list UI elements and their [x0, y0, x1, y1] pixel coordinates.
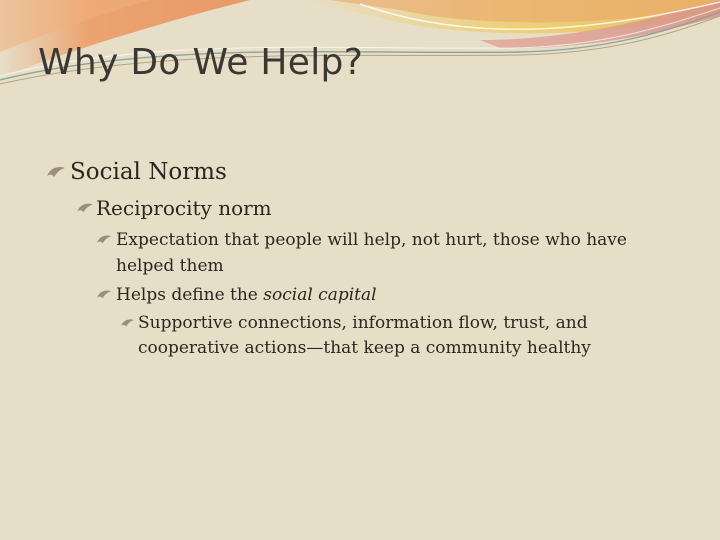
leaf-bullet-icon [120, 318, 135, 328]
bullet-text: Social Norms [70, 159, 227, 185]
slide-title: Why Do We Help? [38, 42, 364, 83]
leaf-bullet-icon [76, 202, 94, 214]
leaf-bullet-icon [96, 289, 112, 300]
bullet-expectation [96, 227, 666, 279]
leaf-bullet-icon [96, 234, 112, 245]
bullet-text: Reciprocity norm [96, 196, 272, 220]
social-capital-term: social capital [263, 285, 377, 305]
bullet-supportive [120, 311, 640, 361]
bullet-text: Supportive connections, information flow, trust, and cooperative actions—that keep a community healthy [138, 313, 591, 358]
bullet-text: Expectation that people will help, not hurt, those who have helped them [116, 230, 627, 276]
leaf-bullet-icon [46, 165, 66, 179]
bullet-text: Helps define the [116, 285, 264, 305]
bullet-reciprocity-norm [76, 195, 272, 221]
bullet-social-norms [46, 157, 227, 187]
bullet-helps-define [96, 282, 666, 308]
